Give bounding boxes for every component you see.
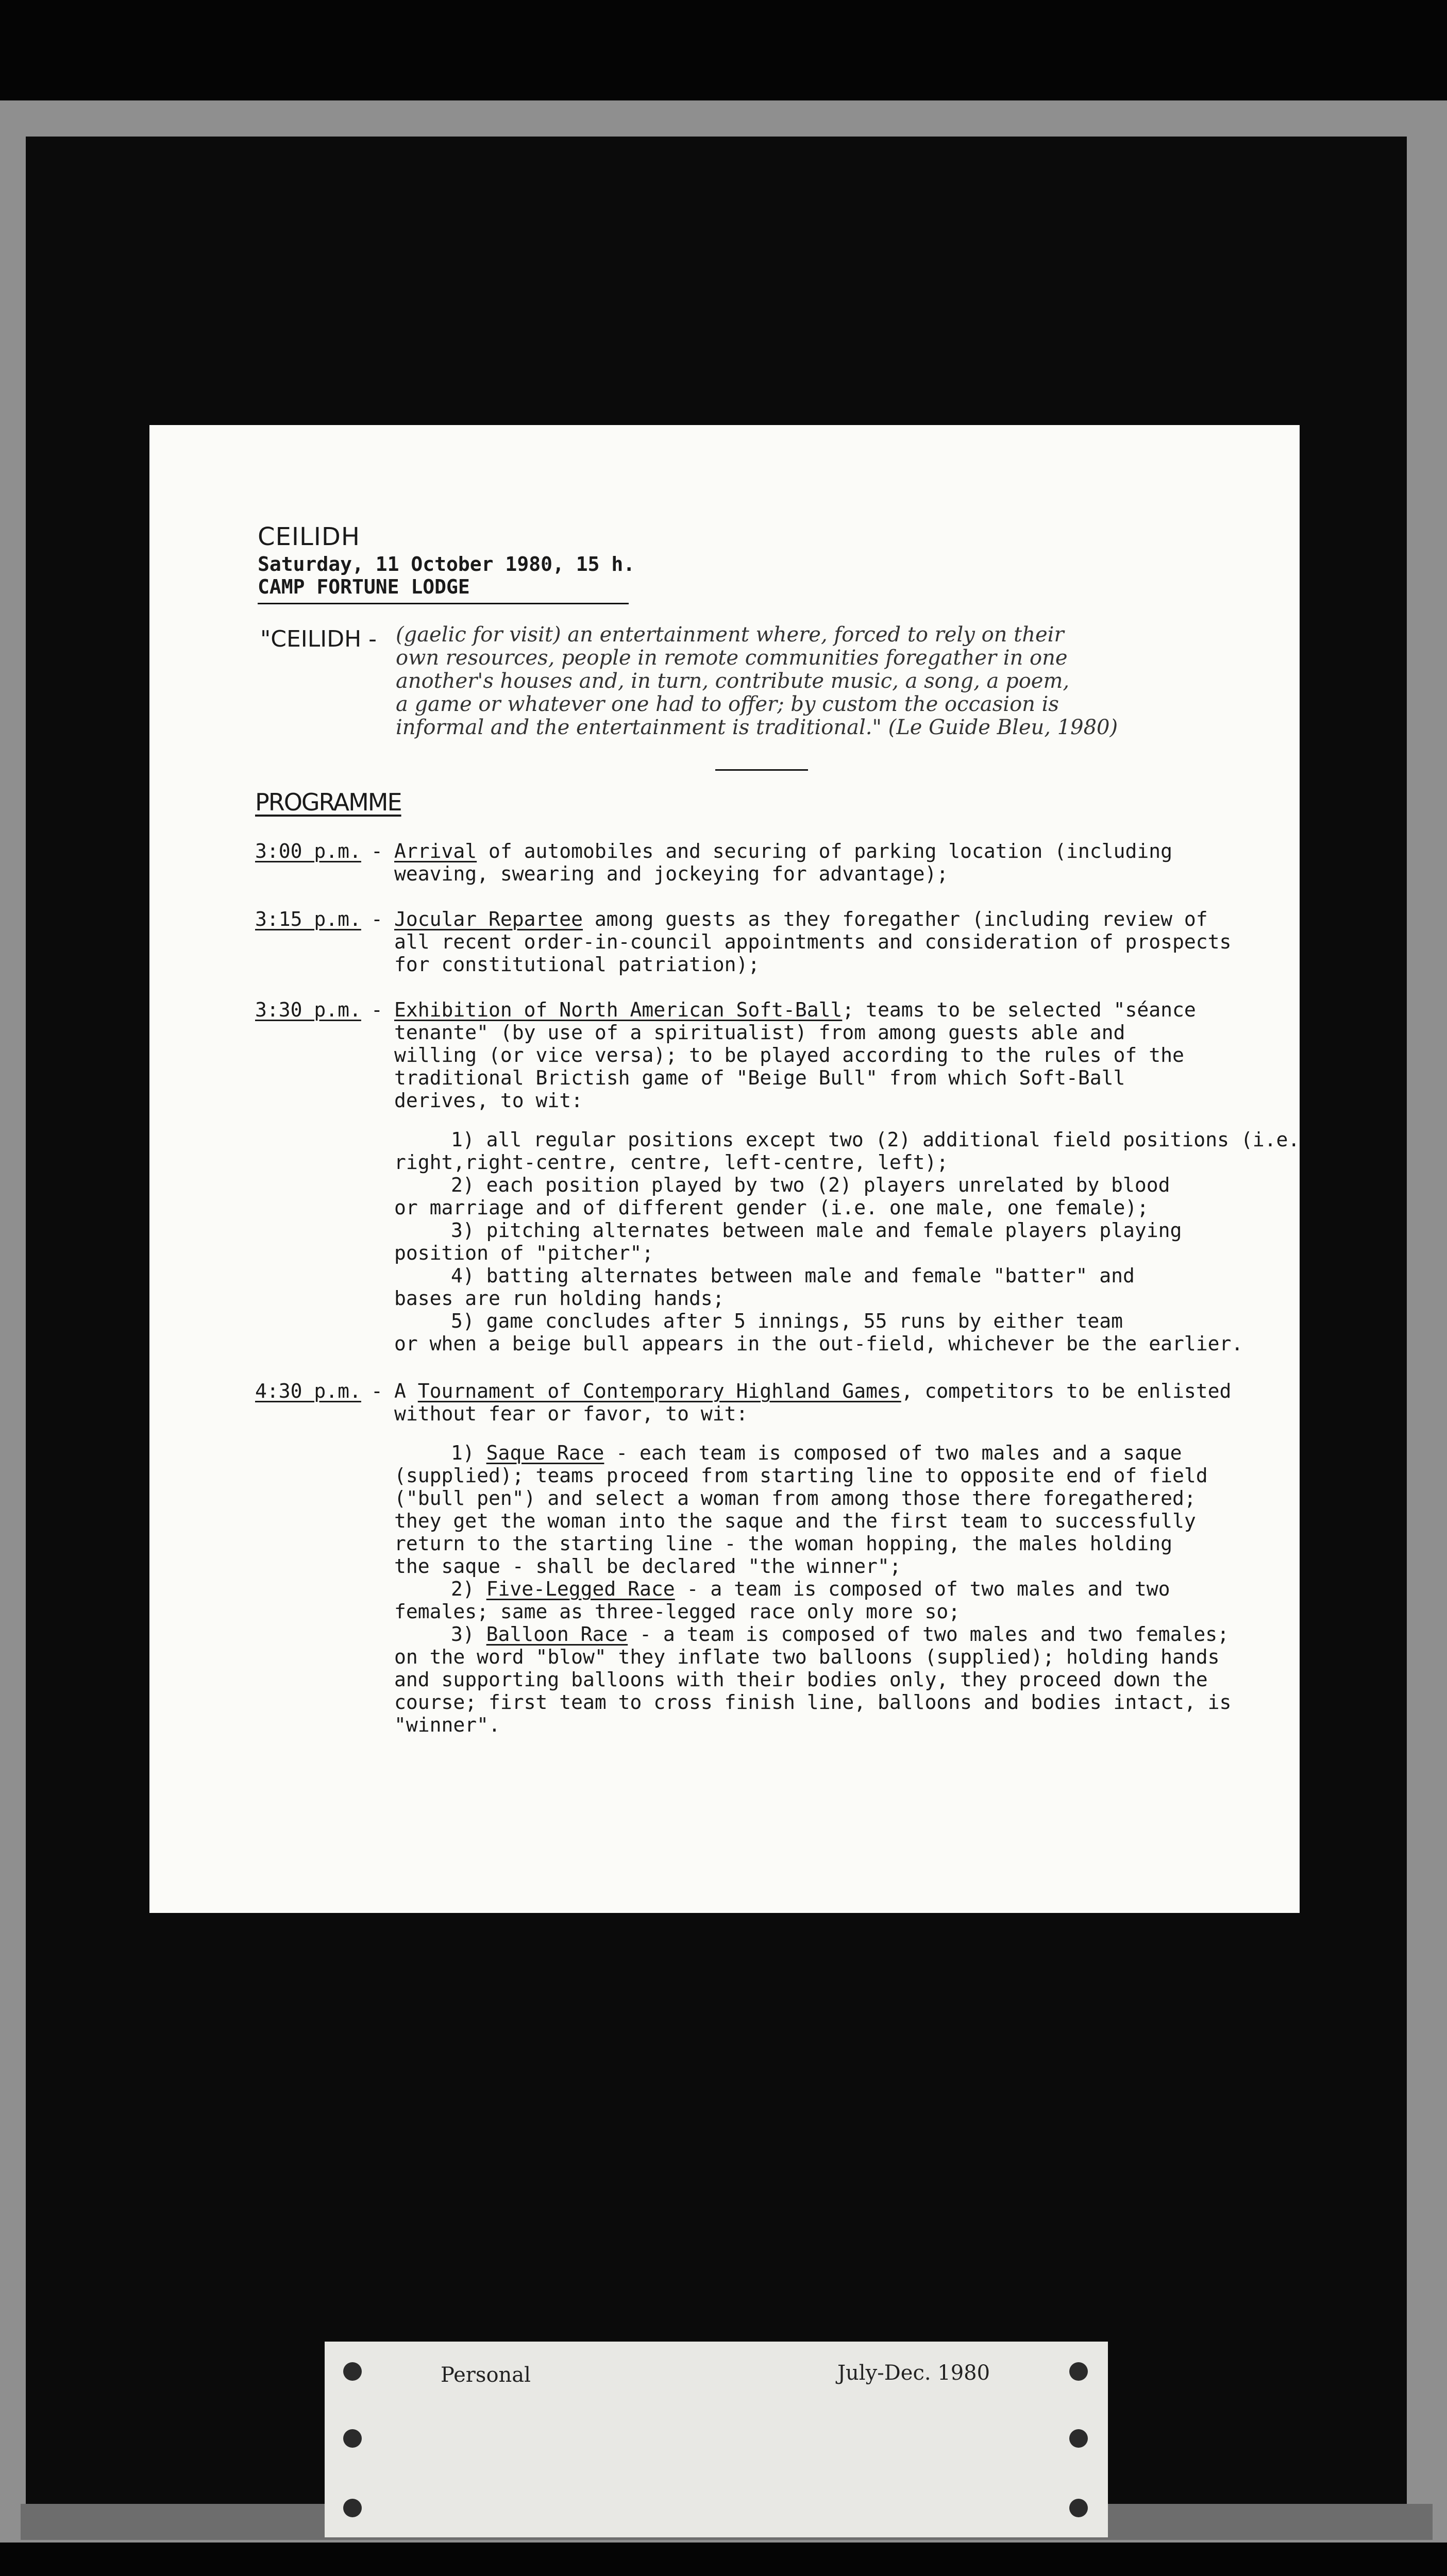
game-number: 2) <box>451 1578 486 1600</box>
item-softball <box>394 998 1196 1021</box>
game-text: - a team is composed of two males and two females; <box>628 1623 1229 1646</box>
item-line: traditional Brictish game of "Beige Bull" from which Soft-Ball <box>394 1066 1125 1089</box>
quote-line: (gaelic for visit) an entertainment where, forced to rely on their <box>396 623 1064 647</box>
game-line: ("bull pen") and select a woman from among those there foregathered; <box>394 1487 1196 1510</box>
time-3-00: 3:00 p.m. <box>255 840 361 862</box>
time-3-15: 3:15 p.m. <box>255 908 361 930</box>
quote-line: own resources, people in remote communities foregather in one <box>396 646 1068 670</box>
dash: - <box>371 840 383 862</box>
game-five-legged <box>451 1578 1170 1600</box>
game-saque <box>451 1442 1182 1464</box>
punch-hole <box>343 2499 362 2517</box>
game-line: on the word "blow" they inflate two balloons (supplied); holding hands <box>394 1646 1220 1668</box>
item-title-prefix: A <box>394 1380 418 1402</box>
game-line: course; first team to cross finish line, balloons and bodies intact, is <box>394 1691 1232 1714</box>
quote-line: another's houses and, in turn, contribute music, a song, a poem, <box>396 669 1070 693</box>
item-line: weaving, swearing and jockeying for advantage); <box>394 862 949 885</box>
time-4-30: 4:30 p.m. <box>255 1380 361 1402</box>
item-text: ; teams to be selected "séance <box>842 998 1196 1021</box>
item-line: willing (or vice versa); to be played according to the rules of the <box>394 1044 1184 1066</box>
quote-text <box>396 623 1303 739</box>
quote-label: "CEILIDH - <box>260 626 377 652</box>
game-name: Five-Legged Race <box>486 1578 675 1600</box>
game-line: return to the starting line - the woman hopping, the males holding <box>394 1532 1172 1555</box>
punch-hole <box>1069 2362 1088 2381</box>
item-title: Tournament of Contemporary Highland Games <box>417 1380 901 1402</box>
game-line: they get the woman into the saque and the first team to successfully <box>394 1510 1196 1532</box>
game-text: - each team is composed of two males and a saque <box>604 1442 1182 1464</box>
punch-hole <box>343 2362 362 2381</box>
punch-hole <box>1069 2499 1088 2517</box>
game-text: - a team is composed of two males and two <box>675 1578 1170 1600</box>
item-title: Jocular Repartee <box>394 908 583 930</box>
item-line: for constitutional patriation); <box>394 953 760 976</box>
item-title: Arrival <box>394 840 477 862</box>
rule-line: 2) each position played by two (2) players unrelated by blood <box>451 1174 1170 1196</box>
item-line: derives, to wit: <box>394 1089 583 1112</box>
dash: - <box>371 998 383 1021</box>
game-name: Saque Race <box>486 1442 604 1464</box>
game-number: 1) <box>451 1442 486 1464</box>
header-rule <box>258 603 629 604</box>
item-line: tenante" (by use of a spiritualist) from among guests able and <box>394 1021 1125 1044</box>
item-text: , competitors to be enlisted <box>901 1380 1232 1402</box>
item-text: of automobiles and securing of parking location (including <box>477 840 1172 862</box>
item-tournament <box>394 1380 1231 1402</box>
game-balloon <box>451 1623 1229 1646</box>
game-line: (supplied); teams proceed from starting line to opposite end of field <box>394 1464 1208 1487</box>
archive-label-card <box>325 2342 1108 2537</box>
game-line: and supporting balloons with their bodies only, they proceed down the <box>394 1668 1208 1691</box>
rule-line: right,right-centre, centre, left-centre, left); <box>394 1151 949 1174</box>
time-3-30: 3:30 p.m. <box>255 998 361 1021</box>
rule-line: 3) pitching alternates between male and female players playing <box>451 1219 1182 1242</box>
item-arrival <box>394 840 1172 862</box>
archive-label-category: Personal <box>441 2363 531 2387</box>
rule-line: 1) all regular positions except two (2) additional field positions (i.e. <box>451 1128 1300 1151</box>
date-line: Saturday, 11 October 1980, 15 h. <box>258 553 635 575</box>
game-line: the saque - shall be declared "the winner"; <box>394 1555 901 1578</box>
rule-line: position of "pitcher"; <box>394 1242 654 1264</box>
item-title: Exhibition of North American Soft-Ball <box>394 998 843 1021</box>
dash: - <box>371 908 383 930</box>
programme-heading: PROGRAMME <box>255 788 401 816</box>
game-number: 3) <box>451 1623 486 1646</box>
archive-label-dates: July-Dec. 1980 <box>837 2361 990 2385</box>
quote-line: informal and the entertainment is traditional." (Le Guide Bleu, 1980) <box>396 716 1118 739</box>
punch-hole <box>343 2429 362 2448</box>
quote-rule <box>715 769 808 771</box>
game-name: Balloon Race <box>486 1623 628 1646</box>
item-repartee <box>394 908 1208 930</box>
rule-line: bases are run holding hands; <box>394 1287 725 1310</box>
rule-line: or when a beige bull appears in the out-field, whichever be the earlier. <box>394 1332 1243 1355</box>
punch-hole <box>1069 2429 1088 2448</box>
doc-title: CEILIDH <box>258 522 360 551</box>
rule-line: or marriage and of different gender (i.e. one male, one female); <box>394 1196 1149 1219</box>
rule-line: 5) game concludes after 5 innings, 55 runs by either team <box>451 1310 1123 1332</box>
location-line: CAMP FORTUNE LODGE <box>258 575 470 598</box>
item-text: among guests as they foregather (including review of <box>583 908 1208 930</box>
quote-line: a game or whatever one had to offer; by custom the occasion is <box>396 692 1059 716</box>
dash: - <box>371 1380 383 1402</box>
item-line: all recent order-in-council appointments and consideration of prospects <box>394 930 1232 953</box>
document-page <box>149 425 1300 1913</box>
rule-line: 4) batting alternates between male and female "batter" and <box>451 1264 1135 1287</box>
game-line: "winner". <box>394 1714 500 1736</box>
game-line: females; same as three-legged race only more so; <box>394 1600 961 1623</box>
item-line: without fear or favor, to wit: <box>394 1402 748 1425</box>
